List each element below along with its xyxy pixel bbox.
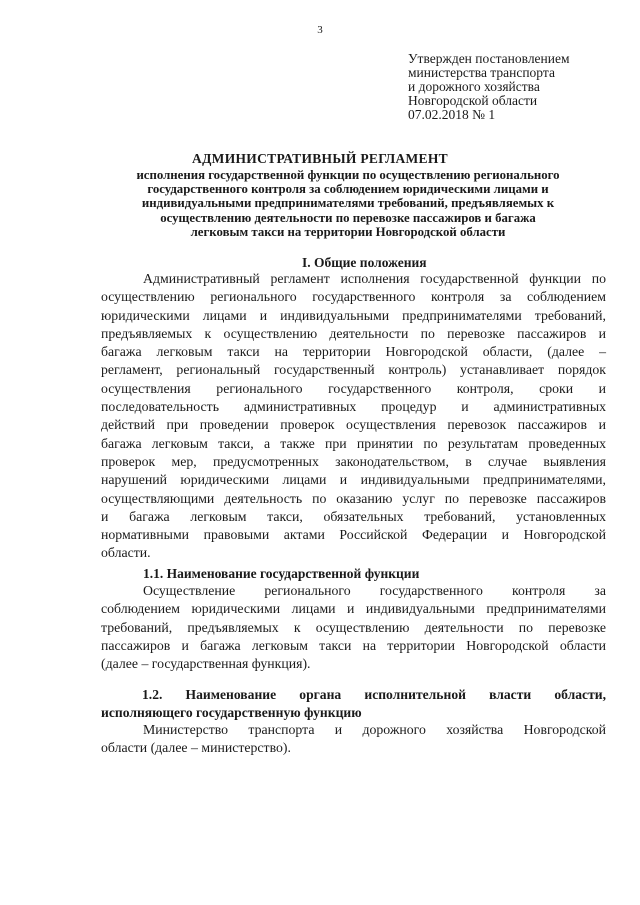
paragraph-line: соблюдением юридическими лицами и индивидуальными предпринимателями [101,601,606,617]
paragraph-line: (далее – государственная функция). [101,656,311,672]
paragraph-line: нормативными правовыми актами Российской Федерации и Новгородской [101,527,606,543]
section-heading-1-1: 1.1. Наименование государственной функции [143,566,420,581]
heading-word: власти [489,687,532,702]
paragraph-line: нарушений юридическими лицами и индивидуальными предпринимателями, [101,472,606,488]
section-general-paragraph [101,270,606,563]
paragraph-line: области. [101,545,151,561]
subtitle-line: легковым такси на территории Новгородской области [190,224,506,239]
approval-date: 07.02.2018 № 1 [408,107,496,122]
paragraph-line: осуществляющими деятельность по оказанию услуг по перевозке пассажиров [101,490,606,506]
subtitle-line: индивидуальными предпринимателями требований, предъявляемых к [141,196,555,211]
heading-word: Наименование [185,687,277,702]
section-1-2-paragraph [101,721,606,758]
paragraph-line: осуществлению регионального государственного контроля за соблюдением [101,289,606,305]
paragraph-line: действий при проведении проверок осуществления перевозок пассажиров и [101,417,606,433]
heading-word: исполнительной [364,687,466,702]
paragraph-line: осуществления регионального государственного контроля, сроки и [101,380,606,396]
heading-word: области, [554,687,606,702]
paragraph-line: Административный регламент исполнения государственной функции по [143,271,606,286]
paragraph-line: требований, предъявляемых к осуществлению деятельности по перевозке [101,619,606,635]
document-title: АДМИНИСТРАТИВНЫЙ РЕГЛАМЕНТ [192,151,448,166]
approval-line: Новгородской области [408,93,538,108]
paragraph-line: предъявляемых к осуществлению деятельности по перевозке пассажиров и [101,325,606,341]
approval-stamp [408,52,618,122]
heading-line: исполняющего государственную функцию [101,705,362,720]
paragraph-line: багажа легковым такси, а также при принятии по результатам проведенных [101,435,606,451]
section-heading-general: I. Общие положения [302,255,427,270]
heading-word: органа [299,687,342,702]
paragraph-line: пассажиров и багажа легковым такси на территории Новгородской области [101,637,606,653]
paragraph-line: области (далее – министерство). [101,740,291,756]
paragraph-line: проверок мер, предусмотренных законодательством, в случае выявления [101,453,606,469]
subtitle-line: осуществлению деятельности по перевозке пассажиров и багажа [160,210,536,225]
document-subtitle [98,168,598,239]
subtitle-line: государственного контроля за соблюдением юридическими лицами и [147,182,549,197]
paragraph-line: Осуществление регионального государственного контроля за [143,583,606,598]
paragraph-line: последовательность административных процедур и административных [101,399,606,415]
paragraph-line: юридическими лицами и индивидуальными предпринимателями требований, [101,307,606,323]
approval-line: министерства транспорта [408,65,555,80]
paragraph-line: и багажа легковым такси, обязательных требований, установленных [101,508,606,524]
approval-line: и дорожного хозяйства [408,79,540,94]
subtitle-line: исполнения государственной функции по осуществлению регионального [136,168,560,182]
approval-line: Утвержден постановлением [408,51,570,66]
page-number: 3 [317,24,323,36]
paragraph-line: регламент, региональный государственный контроль) устанавливает порядок [101,362,606,378]
paragraph-line: Министерство транспорта и дорожного хозяйства Новгородской [143,722,606,737]
section-heading-1-2 [101,686,606,722]
heading-word: 1.2. [142,687,163,702]
paragraph-line: багажа легковым такси на территории Новгородской области, (далее – [101,344,606,360]
section-1-1-paragraph [101,582,606,673]
